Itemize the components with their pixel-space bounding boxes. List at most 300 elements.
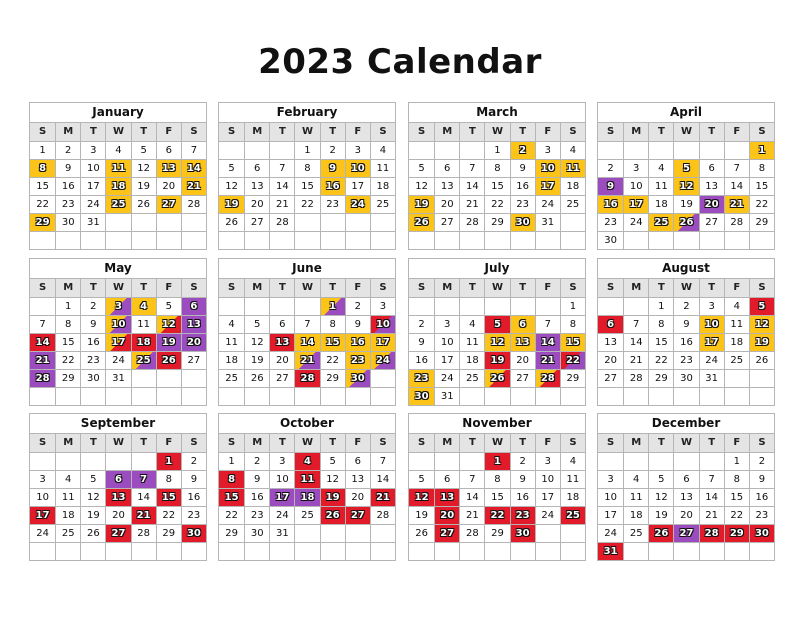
day-cell: 7	[294, 315, 319, 333]
empty-cell	[219, 297, 244, 315]
day-cell: 6	[510, 315, 535, 333]
day-cell: 27	[181, 351, 206, 369]
day-cell: 21	[535, 351, 560, 369]
day-cell: 14	[294, 333, 319, 351]
day-cell: 22	[156, 506, 181, 524]
empty-cell	[673, 387, 698, 405]
empty-cell	[181, 387, 206, 405]
day-cell: 19	[749, 333, 774, 351]
empty-cell	[535, 231, 560, 249]
day-cell: 31	[80, 213, 105, 231]
day-cell: 23	[55, 195, 80, 213]
weekday-header: F	[724, 122, 749, 141]
weekday-header: F	[535, 122, 560, 141]
weekday-header: T	[80, 122, 105, 141]
day-cell: 13	[673, 488, 698, 506]
empty-cell	[244, 387, 269, 405]
weekday-header: S	[560, 278, 585, 297]
day-cell: 18	[724, 333, 749, 351]
weekday-header: F	[345, 278, 370, 297]
day-cell: 27	[673, 524, 698, 542]
empty-cell	[181, 231, 206, 249]
day-cell: 14	[699, 488, 724, 506]
weekday-header: T	[699, 433, 724, 452]
day-cell: 21	[724, 195, 749, 213]
day-cell: 17	[699, 333, 724, 351]
day-cell: 26	[409, 524, 434, 542]
day-cell: 8	[30, 159, 55, 177]
day-cell: 5	[648, 470, 673, 488]
empty-cell	[623, 141, 648, 159]
weekday-header: T	[269, 433, 294, 452]
empty-cell	[80, 387, 105, 405]
day-cell: 19	[648, 506, 673, 524]
empty-cell	[320, 542, 345, 560]
empty-cell	[294, 542, 319, 560]
day-cell: 9	[510, 470, 535, 488]
day-cell: 6	[269, 315, 294, 333]
weekday-header: F	[156, 278, 181, 297]
day-cell: 18	[294, 488, 319, 506]
day-cell: 11	[623, 488, 648, 506]
day-cell: 15	[320, 333, 345, 351]
empty-cell	[560, 524, 585, 542]
day-cell: 2	[598, 159, 623, 177]
day-cell: 26	[409, 213, 434, 231]
weekday-header: T	[459, 122, 484, 141]
weekday-header: T	[459, 278, 484, 297]
day-cell: 2	[510, 452, 535, 470]
month-name: July	[484, 261, 510, 275]
day-cell: 30	[510, 213, 535, 231]
day-cell: 29	[219, 524, 244, 542]
weekday-header: W	[294, 278, 319, 297]
day-cell: 24	[80, 195, 105, 213]
day-cell: 28	[623, 369, 648, 387]
day-cell: 12	[219, 177, 244, 195]
weekday-header: S	[409, 278, 434, 297]
empty-cell	[459, 231, 484, 249]
day-cell: 14	[724, 177, 749, 195]
empty-cell	[749, 369, 774, 387]
empty-cell	[535, 542, 560, 560]
day-cell: 13	[244, 177, 269, 195]
day-cell: 9	[749, 470, 774, 488]
day-cell: 3	[80, 141, 105, 159]
weekday-header: S	[219, 122, 244, 141]
day-cell: 10	[434, 333, 459, 351]
weekday-header: W	[673, 122, 698, 141]
day-cell: 24	[370, 351, 395, 369]
day-cell: 30	[181, 524, 206, 542]
day-cell: 12	[156, 315, 181, 333]
empty-cell	[370, 524, 395, 542]
day-cell: 30	[55, 213, 80, 231]
empty-cell	[55, 387, 80, 405]
day-cell: 5	[80, 470, 105, 488]
weekday-header: T	[699, 278, 724, 297]
empty-cell	[30, 297, 55, 315]
empty-cell	[345, 231, 370, 249]
day-cell: 3	[269, 452, 294, 470]
day-cell: 22	[55, 351, 80, 369]
day-cell: 26	[484, 369, 509, 387]
day-cell: 13	[434, 488, 459, 506]
weekday-header: T	[648, 122, 673, 141]
day-cell: 14	[623, 333, 648, 351]
day-cell: 5	[484, 315, 509, 333]
day-cell: 20	[269, 351, 294, 369]
day-cell: 31	[535, 213, 560, 231]
weekday-header: S	[560, 122, 585, 141]
day-cell: 18	[648, 195, 673, 213]
day-cell: 22	[648, 351, 673, 369]
day-cell: 4	[724, 297, 749, 315]
empty-cell	[623, 452, 648, 470]
day-cell: 7	[459, 470, 484, 488]
empty-cell	[269, 141, 294, 159]
day-cell: 13	[510, 333, 535, 351]
day-cell: 26	[80, 524, 105, 542]
day-cell: 20	[598, 351, 623, 369]
day-cell: 18	[623, 506, 648, 524]
day-cell: 27	[269, 369, 294, 387]
day-cell: 7	[370, 452, 395, 470]
day-cell: 7	[535, 315, 560, 333]
weekday-header: F	[724, 433, 749, 452]
empty-cell	[269, 231, 294, 249]
weekday-header: T	[269, 278, 294, 297]
empty-cell	[749, 542, 774, 560]
weekday-header: T	[80, 433, 105, 452]
day-cell: 28	[459, 524, 484, 542]
day-cell: 29	[156, 524, 181, 542]
day-cell: 27	[598, 369, 623, 387]
day-cell: 4	[294, 452, 319, 470]
empty-cell	[409, 231, 434, 249]
month-name: June	[292, 261, 322, 275]
empty-cell	[294, 524, 319, 542]
day-cell: 4	[459, 315, 484, 333]
day-cell: 11	[294, 470, 319, 488]
empty-cell	[724, 231, 749, 249]
day-cell: 3	[535, 141, 560, 159]
day-cell: 27	[434, 524, 459, 542]
weekday-header: S	[219, 278, 244, 297]
empty-cell	[30, 387, 55, 405]
day-cell: 23	[345, 351, 370, 369]
day-cell: 14	[535, 333, 560, 351]
day-cell: 23	[320, 195, 345, 213]
day-cell: 10	[623, 177, 648, 195]
day-cell: 25	[131, 351, 156, 369]
day-cell: 2	[320, 141, 345, 159]
empty-cell	[648, 231, 673, 249]
day-cell: 10	[535, 159, 560, 177]
day-cell: 10	[598, 488, 623, 506]
month-name: November	[462, 416, 532, 430]
empty-cell	[156, 369, 181, 387]
day-cell: 17	[598, 506, 623, 524]
empty-cell	[434, 542, 459, 560]
day-cell: 15	[484, 177, 509, 195]
day-cell: 16	[749, 488, 774, 506]
day-cell: 17	[345, 177, 370, 195]
empty-cell	[80, 542, 105, 560]
day-cell: 24	[699, 351, 724, 369]
day-cell: 19	[80, 506, 105, 524]
weekday-header: S	[749, 278, 774, 297]
day-cell: 2	[409, 315, 434, 333]
day-cell: 7	[623, 315, 648, 333]
day-cell: 24	[105, 351, 130, 369]
day-cell: 2	[673, 297, 698, 315]
empty-cell	[699, 231, 724, 249]
day-cell: 31	[699, 369, 724, 387]
day-cell: 9	[244, 470, 269, 488]
day-cell: 27	[244, 213, 269, 231]
day-cell: 23	[510, 195, 535, 213]
weekday-header: T	[320, 122, 345, 141]
empty-cell	[55, 542, 80, 560]
day-cell: 4	[219, 315, 244, 333]
day-cell: 5	[244, 315, 269, 333]
day-cell: 10	[370, 315, 395, 333]
day-cell: 17	[370, 333, 395, 351]
day-cell: 12	[320, 470, 345, 488]
day-cell: 22	[749, 195, 774, 213]
day-cell: 24	[535, 506, 560, 524]
empty-cell	[30, 542, 55, 560]
weekday-header: S	[181, 122, 206, 141]
empty-cell	[320, 387, 345, 405]
empty-cell	[320, 524, 345, 542]
empty-cell	[598, 141, 623, 159]
day-cell: 1	[320, 297, 345, 315]
day-cell: 9	[320, 159, 345, 177]
day-cell: 12	[244, 333, 269, 351]
day-cell: 15	[219, 488, 244, 506]
day-cell: 11	[724, 315, 749, 333]
day-cell: 5	[219, 159, 244, 177]
empty-cell	[219, 542, 244, 560]
day-cell: 23	[181, 506, 206, 524]
day-cell: 16	[181, 488, 206, 506]
day-cell: 31	[269, 524, 294, 542]
day-cell: 11	[648, 177, 673, 195]
day-cell: 16	[673, 333, 698, 351]
day-cell: 18	[131, 333, 156, 351]
weekday-header: T	[131, 278, 156, 297]
day-cell: 15	[484, 488, 509, 506]
empty-cell	[370, 213, 395, 231]
day-cell: 17	[105, 333, 130, 351]
day-cell: 31	[434, 387, 459, 405]
day-cell: 14	[459, 488, 484, 506]
weekday-header: T	[459, 433, 484, 452]
day-cell: 26	[673, 213, 698, 231]
day-cell: 3	[699, 297, 724, 315]
month-name: December	[651, 416, 721, 430]
day-cell: 29	[55, 369, 80, 387]
empty-cell	[459, 452, 484, 470]
day-cell: 1	[484, 141, 509, 159]
day-cell: 2	[181, 452, 206, 470]
day-cell: 25	[219, 369, 244, 387]
day-cell: 15	[648, 333, 673, 351]
day-cell: 31	[598, 542, 623, 560]
day-cell: 11	[219, 333, 244, 351]
empty-cell	[673, 542, 698, 560]
day-cell: 17	[30, 506, 55, 524]
empty-cell	[560, 542, 585, 560]
day-cell: 21	[269, 195, 294, 213]
empty-cell	[105, 387, 130, 405]
day-cell: 19	[673, 195, 698, 213]
empty-cell	[699, 542, 724, 560]
empty-cell	[648, 387, 673, 405]
day-cell: 25	[724, 351, 749, 369]
day-cell: 20	[105, 506, 130, 524]
day-cell: 17	[434, 351, 459, 369]
empty-cell	[510, 542, 535, 560]
day-cell: 8	[55, 315, 80, 333]
weekday-header: W	[105, 122, 130, 141]
day-cell: 22	[294, 195, 319, 213]
weekday-header: S	[409, 433, 434, 452]
day-cell: 13	[181, 315, 206, 333]
weekday-header: M	[623, 433, 648, 452]
day-cell: 21	[181, 177, 206, 195]
day-cell: 12	[673, 177, 698, 195]
day-cell: 9	[80, 315, 105, 333]
day-cell: 19	[409, 506, 434, 524]
empty-cell	[724, 387, 749, 405]
day-cell: 14	[30, 333, 55, 351]
empty-cell	[320, 213, 345, 231]
empty-cell	[55, 231, 80, 249]
day-cell: 19	[219, 195, 244, 213]
day-cell: 28	[535, 369, 560, 387]
day-cell: 25	[648, 213, 673, 231]
day-cell: 13	[434, 177, 459, 195]
day-cell: 12	[749, 315, 774, 333]
empty-cell	[244, 297, 269, 315]
day-cell: 16	[80, 333, 105, 351]
month-name: September	[80, 416, 156, 430]
weekday-header: T	[648, 278, 673, 297]
empty-cell	[320, 231, 345, 249]
month-name: October	[280, 416, 334, 430]
empty-cell	[510, 231, 535, 249]
day-cell: 25	[560, 195, 585, 213]
weekday-header: F	[724, 278, 749, 297]
weekday-header: S	[219, 433, 244, 452]
day-cell: 3	[370, 297, 395, 315]
empty-cell	[345, 524, 370, 542]
day-cell: 4	[560, 141, 585, 159]
month-november	[408, 413, 586, 561]
day-cell: 28	[269, 213, 294, 231]
day-cell: 25	[623, 524, 648, 542]
day-cell: 17	[535, 177, 560, 195]
day-cell: 18	[560, 488, 585, 506]
weekday-header: M	[244, 433, 269, 452]
month-august	[597, 258, 775, 406]
day-cell: 15	[156, 488, 181, 506]
day-cell: 8	[484, 470, 509, 488]
empty-cell	[434, 452, 459, 470]
day-cell: 30	[598, 231, 623, 249]
day-cell: 11	[105, 159, 130, 177]
day-cell: 17	[535, 488, 560, 506]
day-cell: 20	[434, 506, 459, 524]
day-cell: 7	[459, 159, 484, 177]
day-cell: 30	[673, 369, 698, 387]
day-cell: 19	[484, 351, 509, 369]
empty-cell	[156, 542, 181, 560]
weekday-header: M	[623, 122, 648, 141]
weekday-header: T	[699, 122, 724, 141]
day-cell: 20	[510, 351, 535, 369]
day-cell: 28	[30, 369, 55, 387]
empty-cell	[105, 231, 130, 249]
day-cell: 30	[80, 369, 105, 387]
day-cell: 12	[80, 488, 105, 506]
day-cell: 26	[320, 506, 345, 524]
month-september	[29, 413, 207, 561]
empty-cell	[105, 542, 130, 560]
empty-cell	[598, 297, 623, 315]
weekday-header: T	[80, 278, 105, 297]
day-cell: 27	[434, 213, 459, 231]
day-cell: 5	[409, 159, 434, 177]
weekday-header: M	[434, 122, 459, 141]
day-cell: 24	[434, 369, 459, 387]
day-cell: 6	[345, 452, 370, 470]
weekday-header: W	[294, 122, 319, 141]
day-cell: 25	[370, 195, 395, 213]
day-cell: 13	[699, 177, 724, 195]
weekday-header: W	[105, 278, 130, 297]
empty-cell	[294, 213, 319, 231]
day-cell: 28	[181, 195, 206, 213]
day-cell: 12	[484, 333, 509, 351]
empty-cell	[156, 387, 181, 405]
month-name: February	[276, 105, 338, 119]
day-cell: 16	[510, 177, 535, 195]
weekday-header: W	[294, 433, 319, 452]
empty-cell	[510, 297, 535, 315]
day-cell: 17	[269, 488, 294, 506]
day-cell: 24	[30, 524, 55, 542]
day-cell: 26	[219, 213, 244, 231]
empty-cell	[409, 452, 434, 470]
empty-cell	[156, 231, 181, 249]
day-cell: 17	[623, 195, 648, 213]
day-cell: 13	[345, 470, 370, 488]
empty-cell	[294, 231, 319, 249]
empty-cell	[345, 213, 370, 231]
day-cell: 22	[484, 506, 509, 524]
month-name: March	[476, 105, 518, 119]
day-cell: 29	[724, 524, 749, 542]
day-cell: 12	[409, 177, 434, 195]
day-cell: 14	[269, 177, 294, 195]
day-cell: 10	[80, 159, 105, 177]
day-cell: 2	[510, 141, 535, 159]
weekday-header: S	[598, 433, 623, 452]
